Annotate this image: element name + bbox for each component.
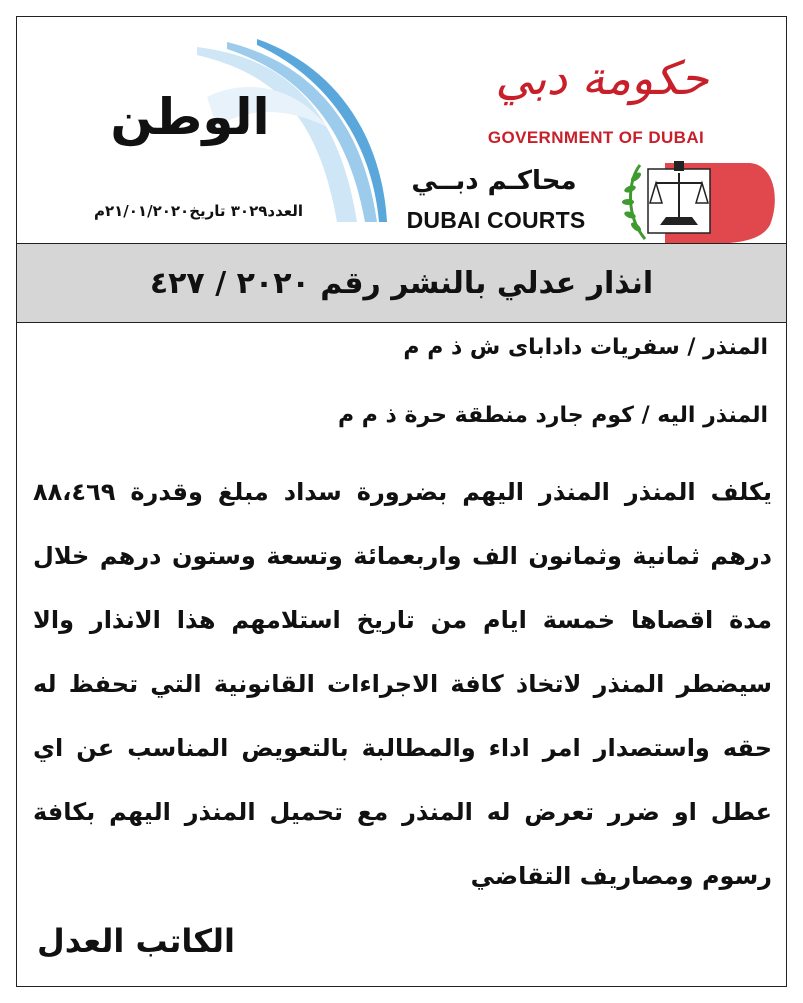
notice-title-bar [17, 243, 786, 323]
notice-header [17, 17, 786, 241]
notice-title: انذار عدلي بالنشر رقم ٢٠٢٠ / ٤٢٧ [149, 266, 654, 301]
notice-frame [16, 16, 787, 987]
issue-line: العدد٣٠٢٩ تاريخ٢١/٠١/٢٠٢٠م [93, 202, 303, 220]
notified-party-line: المنذر اليه / كوم جارد منطقة حرة ذ م م [337, 403, 768, 428]
alwatan-logo: الوطن [110, 88, 270, 146]
notifier-line: المنذر / سفريات دادابای ش ذ م م [403, 335, 768, 360]
dubai-courts-emblem [600, 155, 780, 247]
government-logo-english: GOVERNMENT OF DUBAI [487, 128, 705, 147]
signature-label: الكاتب العدل [37, 922, 235, 960]
courts-name-english: DUBAI COURTS [406, 207, 586, 233]
government-logo-arabic: حكومة دبي [495, 51, 709, 105]
notice-body: يكلف المنذر المنذر اليهم بضرورة سداد مبلغ وقدرة ٨٨،٤٦٩ درهم ثمانية وثمانون الف واربعمائة وتسعة وستون درهم خلال مدة اقصاها خمسة ايام من تاريخ استلامهم هذا الانذار والا سيضطر المنذر لاتخاذ كافة الاجراءات القانونية التي تحفظ له حقه واستصدار امر اداء والمطالبة بالتعويض المناسب عن اي عطل او ضرر تعرض له المنذر مع تحميل المنذر اليهم بكافة رسوم ومصاريف التقاضي [33, 478, 772, 890]
courts-name-arabic: محاكـم دبــي [411, 166, 577, 196]
